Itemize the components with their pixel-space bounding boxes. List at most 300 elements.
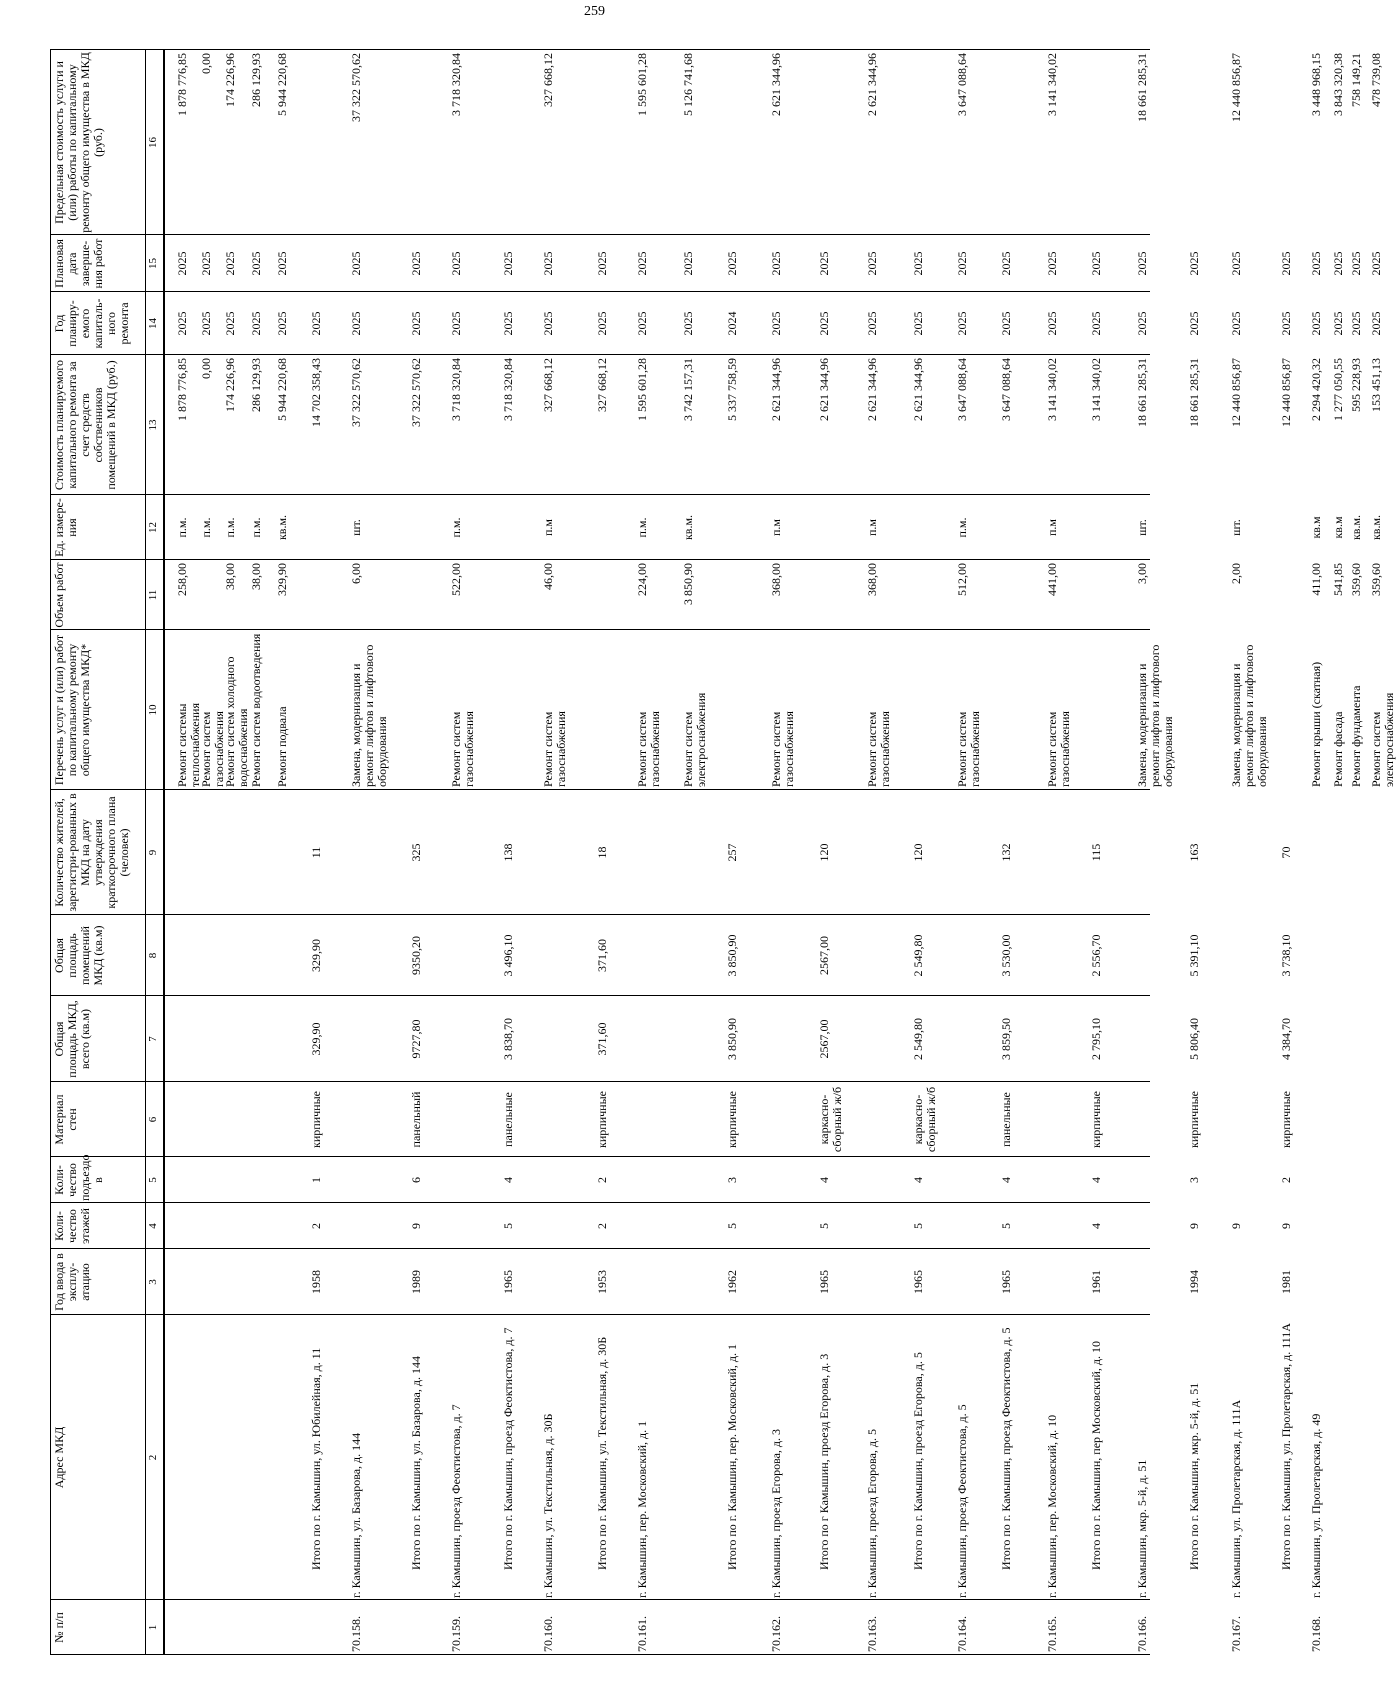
cell-2: Итого по г. Камышин, мкр. 5-й, д. 51 [1187,1382,1201,1570]
column-number: 14 [147,318,159,329]
cell-10: Ремонт систем газоснабжения [865,711,892,787]
cell-4: 9 [1229,1223,1243,1229]
cell-13: 3 647 088,64 [999,358,1013,421]
cell-16: 3 141 340,02 [1045,53,1059,116]
cell-10: Ремонт систем водоотведения [249,633,263,787]
cell-15: 2025 [911,251,925,276]
capital-repair-table [50,50,1396,1655]
cell-13: 327 668,12 [541,358,555,412]
cell-14: 2025 [199,311,213,336]
cell-14: 2024 [725,311,739,336]
cell-13: 2 621 344,96 [865,358,879,421]
cell-3: 1953 [595,1270,609,1294]
cell-8: 9350,20 [409,936,423,975]
column-header: Общая площадь МКД, всего (кв.м) [52,1000,92,1078]
column-header: Адрес МКД [52,1426,66,1489]
cell-6: каркасно-сборный ж/б [817,1086,844,1153]
cell-15: 2025 [1045,251,1059,276]
cell-2: Итого по г. Камышин, проезд Егорова, д. 5 [911,1352,925,1570]
cell-2: г. Камышин, ул. Текстильная, д. 30Б [541,1413,555,1598]
cell-12: кв.м. [681,514,695,541]
cell-13: 2 621 344,96 [911,358,925,421]
table-vline [50,494,1150,495]
cell-16: 3 843 320,38 [1331,53,1345,116]
cell-12: п.м. [449,517,463,538]
cell-2: г. Камышин, ул. Базарова, д. 144 [349,1432,363,1598]
cell-14: 2025 [1349,311,1363,336]
cell-6: панельный [409,1091,423,1148]
cell-11: 6,00 [349,563,363,584]
cell-3: 1965 [501,1270,515,1294]
cell-12: п.м. [955,517,969,538]
cell-5: 6 [409,1177,423,1183]
column-header: Материал стен [52,1094,79,1145]
cell-12: кв.м [1331,516,1345,539]
cell-2: г. Камышин, мкр. 5-й, д. 51 [1135,1459,1149,1598]
cell-7: 3 859,50 [999,1018,1013,1060]
cell-6: каркасно-сборный ж/б [911,1086,938,1153]
cell-16: 286 129,93 [249,53,263,107]
cell-14: 2025 [541,311,555,336]
cell-12: п.м. [175,517,189,538]
cell-5: 4 [1089,1177,1103,1183]
cell-16: 758 149,21 [1349,53,1363,107]
cell-16: 327 668,12 [541,53,555,107]
column-number: 3 [147,1279,159,1285]
cell-13: 3 742 157,31 [681,358,695,421]
cell-16: 37 322 570,62 [349,53,363,122]
cell-6: кирпичные [1187,1091,1201,1148]
column-number: 8 [147,952,159,959]
cell-12: шт. [1229,519,1243,536]
cell-7: 3 838,70 [501,1018,515,1060]
cell-9: 115 [1089,843,1103,862]
table-vline [50,789,1150,790]
cell-15: 2025 [955,251,969,276]
cell-11: 3,00 [1135,563,1149,584]
cell-15: 2025 [275,251,289,276]
column-number: 5 [147,1177,159,1183]
cell-12: шт. [1135,519,1149,536]
cell-2: г. Камышин, ул. Пролетарская, д. 111А [1229,1399,1243,1598]
cell-14: 2025 [1045,311,1059,336]
cell-14: 2025 [275,311,289,336]
cell-15: 2025 [1279,251,1293,276]
cell-1: 70.158. [349,1616,363,1652]
cell-13: 327 668,12 [595,358,609,412]
cell-6: кирпичные [595,1091,609,1148]
cell-16: 2 621 344,96 [769,53,783,116]
cell-7: 329,90 [309,1022,323,1056]
column-header: Коли-чество подъездо в [52,1154,105,1201]
cell-10: Замена, модернизация и ремонт лифтов и лифтового оборудования [349,644,389,787]
cell-16: 5 126 741,68 [681,53,695,116]
cell-11: 224,00 [635,563,649,596]
cell-13: 3 647 088,64 [955,358,969,421]
cell-2: Итого по г. Камышин, ул. Юбилейная, д. 11 [309,1347,323,1570]
table-vline [50,354,1150,355]
column-header: Стоимость планируемого капитального ремонта за счет средств собственников помещений в МКД (руб.) [52,359,118,491]
cell-11: 38,00 [223,563,237,590]
cell-14: 2025 [349,311,363,336]
cell-13: 12 440 856,87 [1229,358,1243,427]
cell-14: 2025 [1369,311,1383,336]
column-number: 15 [147,258,159,269]
cell-9: 132 [999,843,1013,862]
cell-14: 2025 [501,311,515,336]
cell-13: 37 322 570,62 [349,358,363,427]
cell-14: 2025 [1331,311,1345,336]
cell-10: Ремонт фундамента [1349,685,1363,787]
cell-11: 512,00 [955,563,969,596]
cell-10: Ремонт систем газоснабжения [541,711,568,787]
cell-12: п.м [541,519,555,537]
cell-8: 2 556,70 [1089,934,1103,977]
cell-11: 46,00 [541,563,555,590]
cell-15: 2025 [449,251,463,276]
cell-14: 2025 [249,311,263,336]
cell-7: 2 795,10 [1089,1018,1103,1060]
cell-3: 1981 [1279,1270,1293,1294]
cell-15: 2025 [223,251,237,276]
cell-2: г. Камышин, проезд Егорова, д. 3 [769,1428,783,1598]
cell-16: 0,00 [199,53,213,74]
cell-15: 2025 [595,251,609,276]
cell-16: 3 448 968,15 [1309,53,1323,116]
cell-7: 5 806,40 [1187,1018,1201,1060]
cell-1: 70.168. [1309,1616,1323,1652]
cell-13: 3 141 340,02 [1089,358,1103,421]
cell-4: 9 [1187,1223,1201,1229]
cell-11: 2,00 [1229,563,1243,584]
cell-16: 3 647 088,64 [955,53,969,116]
cell-13: 286 129,93 [249,358,263,412]
cell-11: 411,00 [1309,563,1323,596]
cell-5: 4 [999,1177,1013,1183]
column-header: № п/п [52,1612,66,1643]
cell-11: 368,00 [769,563,783,596]
table-top-border [50,50,51,1655]
cell-2: г. Камышин, проезд Феоктистова, д. 7 [449,1404,463,1598]
cell-11: 329,90 [275,563,289,596]
cell-9: 138 [501,843,515,862]
cell-9: 120 [911,843,925,862]
cell-13: 2 621 344,96 [817,358,831,421]
column-header: Предельная стоимость услуги и (или) работы по капитальному ремонту общего имущества в МКД (руб.) [52,52,105,233]
cell-16: 1 595 601,28 [635,53,649,116]
cell-10: Ремонт систем газоснабжения [199,711,226,787]
column-header: Общая площадь помещений МКД (кв.м) [52,925,105,986]
table-vline [50,995,1150,996]
cell-14: 2025 [955,311,969,336]
cell-13: 14 702 358,43 [309,358,323,427]
cell-16: 174 226,96 [223,53,237,107]
cell-14: 2025 [635,311,649,336]
cell-11: 359,60 [1349,563,1363,596]
cell-14: 2025 [1187,311,1201,336]
cell-6: кирпичные [725,1091,739,1148]
column-number: 6 [147,1116,159,1123]
cell-1: 70.159. [449,1616,463,1652]
cell-2: Итого по г. Камышин, пер. Московский, д. 1 [725,1344,739,1570]
cell-9: 163 [1187,843,1201,862]
cell-9: 11 [309,846,323,859]
cell-12: п.м. [635,517,649,538]
cell-8: 3 850,90 [725,934,739,977]
cell-14: 2025 [1279,311,1293,336]
cell-14: 2025 [449,311,463,336]
cell-12: п.м. [199,517,213,538]
cell-8: 3 738,10 [1279,934,1293,977]
cell-12: п.м [1045,519,1059,537]
cell-16: 18 661 285,31 [1135,53,1149,122]
cell-11: 368,00 [865,563,879,596]
cell-13: 3 141 340,02 [1045,358,1059,421]
cell-2: Итого по г Камышин, проезд Егорова, д. 3 [817,1353,831,1570]
cell-5: 3 [725,1177,739,1183]
cell-13: 2 621 344,96 [769,358,783,421]
cell-15: 2025 [1349,251,1363,276]
cell-9: 257 [725,843,739,862]
cell-13: 5 944 220,68 [275,358,289,421]
column-header: Коли-чество этажей [52,1208,92,1244]
number-row-bottom-line [163,50,165,1655]
cell-2: Итого по г. Камышин, проезд Феоктистова, д. 5 [999,1327,1013,1570]
cell-11: 541,85 [1331,563,1345,596]
cell-15: 2025 [1309,251,1323,276]
cell-10: Ремонт системы теплоснабжения [175,703,202,787]
cell-16: 12 440 856,87 [1229,53,1243,122]
cell-13: 1 595 601,28 [635,358,649,421]
cell-15: 2025 [999,251,1013,276]
cell-3: 1965 [999,1270,1013,1294]
cell-12: п.м. [223,517,237,538]
cell-14: 2025 [1135,311,1149,336]
cell-7: 3 850,90 [725,1018,739,1060]
cell-10: Ремонт систем электроснабжения [1369,692,1396,787]
cell-10: Ремонт систем холодного водоснабжения [223,656,250,787]
cell-7: 2567,00 [817,1019,831,1059]
cell-2: г. Камышин, проезд Феоктистова, д. 5 [955,1404,969,1598]
cell-5: 2 [595,1177,609,1183]
cell-12: п.м. [249,517,263,538]
cell-5: 2 [1279,1177,1293,1183]
cell-15: 2025 [1089,251,1103,276]
cell-8: 3 496,10 [501,934,515,977]
cell-13: 2 294 420,32 [1309,358,1323,421]
cell-15: 2025 [769,251,783,276]
cell-5: 4 [817,1177,831,1183]
cell-2: г. Камышин, ул. Пролетарская, д. 49 [1309,1413,1323,1598]
cell-11: 441,00 [1045,563,1059,596]
cell-15: 2025 [249,251,263,276]
cell-15: 2025 [541,251,555,276]
cell-15: 2025 [1369,251,1383,276]
column-header: Количество жителей, зарегистри-рованных в МКД на дату утверждения краткосрочного плана (человек) [52,793,131,912]
cell-1: 70.160. [541,1616,555,1652]
header-bottom-line [145,50,146,1655]
table-vline [50,629,1150,630]
column-number: 10 [147,704,159,716]
cell-10: Ремонт систем газоснабжения [449,711,476,787]
cell-15: 2025 [1135,251,1149,276]
cell-15: 2025 [1187,251,1201,276]
cell-16: 1 878 776,85 [175,53,189,116]
cell-13: 12 440 856,87 [1279,358,1293,427]
cell-1: 70.162. [769,1616,783,1652]
cell-1: 70.165. [1045,1616,1059,1652]
cell-3: 1961 [1089,1270,1103,1294]
cell-11: 522,00 [449,563,463,596]
cell-2: Итого по г. Камышин, проезд Феоктистова, д. 7 [501,1327,515,1570]
cell-14: 2025 [595,311,609,336]
column-header: Год планиру-емого капиталь-ного ремонта [52,298,131,349]
column-number: 2 [147,1454,159,1461]
table-vline [50,1599,1150,1600]
column-header: Перечень услуг и (или) работ по капитальному ремонту общего имущества МКД* [52,634,92,786]
cell-1: 70.167. [1229,1616,1243,1652]
cell-12: п.м [865,519,879,537]
cell-14: 2025 [223,311,237,336]
cell-5: 1 [309,1177,323,1183]
cell-15: 2025 [681,251,695,276]
cell-1: 70.163. [865,1616,879,1652]
cell-12: п.м [769,519,783,537]
column-header: Объем работ [52,562,66,628]
cell-5: 4 [501,1177,515,1183]
cell-13: 37 322 570,62 [409,358,423,427]
cell-13: 595 228,93 [1349,358,1363,412]
cell-6: кирпичные [1279,1091,1293,1148]
cell-15: 2025 [175,251,189,276]
cell-12: кв.м. [275,514,289,541]
cell-15: 2025 [1229,251,1243,276]
column-number: 1 [147,1624,159,1631]
cell-2: г. Камышин, проезд Егорова, д. 5 [865,1428,879,1598]
cell-10: Ремонт систем газоснабжения [1045,711,1072,787]
cell-1: 70.161. [635,1616,649,1652]
cell-13: 18 661 285,31 [1135,358,1149,427]
cell-4: 5 [501,1223,515,1229]
table-vline [50,234,1150,235]
cell-5: 4 [911,1177,925,1183]
cell-12: кв.м [1309,516,1323,539]
cell-10: Ремонт крыши (скатная) [1309,661,1323,787]
cell-16: 3 718 320,84 [449,53,463,116]
cell-3: 1989 [409,1270,423,1294]
column-number: 4 [147,1223,159,1229]
cell-4: 5 [817,1223,831,1229]
cell-8: 3 530,00 [999,934,1013,977]
cell-7: 4 384,70 [1279,1018,1293,1060]
cell-13: 153 451,13 [1369,358,1383,412]
cell-6: панельные [501,1092,515,1147]
cell-10: Замена, модернизация и ремонт лифтов и лифтового оборудования [1135,644,1175,787]
column-number: 11 [147,589,159,601]
cell-4: 4 [1089,1223,1103,1229]
cell-7: 2 549,80 [911,1018,925,1060]
column-number: 16 [147,137,159,148]
cell-11: 359,60 [1369,563,1383,596]
cell-14: 2025 [865,311,879,336]
cell-13: 1 878 776,85 [175,358,189,421]
cell-14: 2025 [999,311,1013,336]
cell-15: 2025 [1331,251,1345,276]
cell-3: 1958 [309,1270,323,1294]
cell-8: 5 391,10 [1187,934,1201,977]
cell-3: 1965 [817,1270,831,1294]
cell-10: Замена, модернизация и ремонт лифтов и лифтового оборудования [1229,644,1269,787]
cell-16: 478 739,08 [1369,53,1383,107]
cell-7: 371,60 [595,1022,609,1056]
cell-10: Ремонт фасада [1331,711,1345,787]
cell-2: Итого по г. Камышин, ул. Базарова, д. 144 [409,1356,423,1570]
cell-4: 9 [1279,1223,1293,1229]
cell-13: 3 718 320,84 [449,358,463,421]
cell-15: 2025 [501,251,515,276]
cell-11: 38,00 [249,563,263,590]
cell-15: 2025 [725,251,739,276]
cell-6: кирпичные [309,1091,323,1148]
cell-14: 2025 [1229,311,1243,336]
cell-7: 9727,80 [409,1019,423,1059]
cell-14: 2025 [409,311,423,336]
cell-15: 2025 [817,251,831,276]
cell-8: 371,60 [595,939,609,972]
cell-2: г. Камышин, пер. Московский, д. 1 [635,1420,649,1598]
cell-10: Ремонт систем газоснабжения [769,711,796,787]
column-number: 9 [147,849,159,856]
cell-16: 2 621 344,96 [865,53,879,116]
cell-15: 2025 [409,251,423,276]
cell-6: панельные [999,1092,1013,1147]
cell-4: 2 [309,1223,323,1229]
cell-14: 2025 [1089,311,1103,336]
cell-4: 5 [725,1223,739,1229]
page-number: 259 [584,4,605,19]
cell-8: 2 549,80 [911,934,925,977]
cell-4: 5 [999,1223,1013,1229]
column-header: Год ввода в эксплу-атацию [52,1253,92,1311]
cell-8: 2567,00 [817,936,831,975]
cell-14: 2025 [309,311,323,336]
table-vline [50,914,1150,915]
column-number: 12 [147,522,159,533]
cell-13: 0,00 [199,358,213,379]
cell-14: 2025 [911,311,925,336]
cell-9: 18 [595,846,609,859]
cell-16: 5 944 220,68 [275,53,289,116]
cell-9: 70 [1279,846,1293,859]
column-header: Плановая дата заверше-ния работ [52,238,105,289]
table-vline [50,1654,1150,1655]
cell-10: Ремонт систем газоснабжения [955,711,982,787]
cell-12: кв.м. [1369,514,1383,541]
cell-13: 174 226,96 [223,358,237,412]
cell-11: 3 850,90 [681,563,695,605]
cell-15: 2025 [865,251,879,276]
cell-13: 3 718 320,84 [501,358,515,421]
cell-5: 3 [1187,1177,1201,1183]
cell-2: Итого по г. Камышин, ул. Текстильная, д. 30Б [595,1336,609,1570]
cell-9: 120 [817,843,831,862]
cell-10: Ремонт подвала [275,706,289,787]
column-number: 13 [147,419,159,431]
cell-1: 70.166. [1135,1616,1149,1652]
cell-4: 9 [409,1223,423,1229]
table-vline [50,559,1150,560]
cell-3: 1994 [1187,1270,1201,1294]
